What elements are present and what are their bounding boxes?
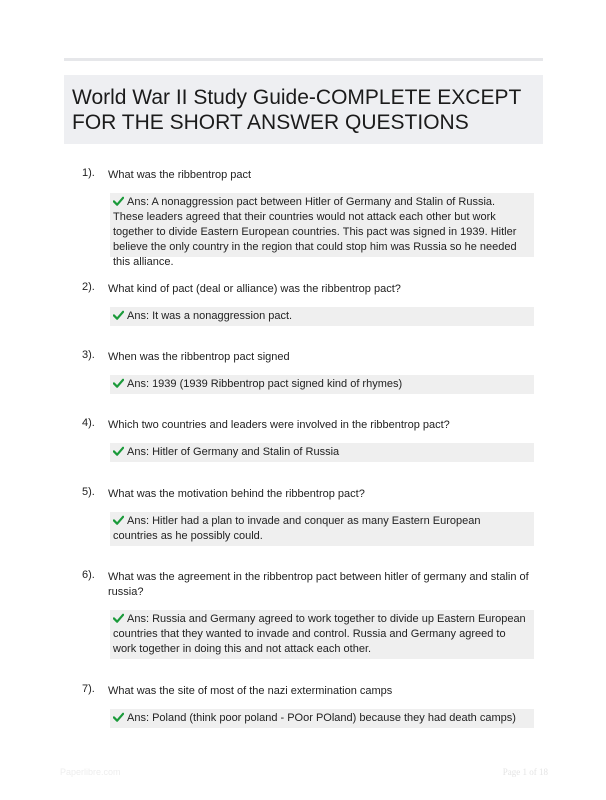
answer-text: Ans: Russia and Germany agreed to work together to divide up Eastern European countries that they wanted to invade and control. Russia and Germany agreed to work together in doing this and not attack each other. — [113, 613, 526, 655]
answer-text: Ans: Poland (think poor poland - POor POland) because they had death camps) — [127, 712, 516, 724]
question-text: What was the ribbentrop pact — [108, 169, 252, 181]
question-number: 2). — [82, 281, 95, 293]
answer-text: Ans: Hitler of Germany and Stalin of Russia — [127, 446, 340, 458]
answer-text: Ans: 1939 (1939 Ribbentrop pact signed kind of rhymes) — [127, 378, 403, 390]
question-text: What kind of pact (deal or alliance) was the ribbentrop pact? — [108, 283, 401, 295]
checkmark-icon — [113, 712, 124, 722]
top-divider — [64, 58, 543, 61]
question-number: 4). — [82, 417, 95, 429]
question-number: 3). — [82, 349, 95, 361]
checkmark-icon — [113, 378, 124, 388]
checkmark-icon — [113, 310, 124, 320]
question-number: 1). — [82, 167, 95, 179]
checkmark-icon — [113, 446, 124, 456]
question-text: What was the motivation behind the ribbentrop pact? — [108, 488, 365, 500]
answer-box — [110, 512, 534, 546]
page-title: World War II Study Guide-COMPLETE EXCEPT FOR THE SHORT ANSWER QUESTIONS — [72, 86, 521, 134]
title-banner — [64, 75, 543, 144]
answer-box — [110, 193, 534, 268]
answer-box — [110, 307, 534, 326]
answer-text: Ans: It was a nonaggression pact. — [127, 310, 293, 322]
question-text: What was the agreement in the ribbentrop pact between hitler of germany and stalin of russia? — [108, 571, 529, 598]
question-text: Which two countries and leaders were involved in the ribbentrop pact? — [108, 419, 450, 431]
answer-box — [110, 610, 534, 659]
question-number: 5). — [82, 486, 95, 498]
question-text: When was the ribbentrop pact signed — [108, 351, 290, 363]
checkmark-icon — [113, 515, 124, 525]
answer-text: Ans: Hitler had a plan to invade and conquer as many Eastern European countries as he possibly could. — [113, 515, 481, 542]
question-number: 6). — [82, 569, 95, 581]
checkmark-icon — [113, 613, 124, 623]
question-number: 7). — [82, 683, 95, 695]
question-text: What was the site of most of the nazi extermination camps — [108, 685, 393, 697]
page-number: Page 1 of 18 — [502, 767, 548, 777]
footer-watermark: Paperlibre.com — [60, 767, 121, 777]
answer-box — [110, 443, 534, 462]
answer-text: Ans: A nonaggression pact between Hitler of Germany and Stalin of Russia. These leaders agreed that their countries would not attack each other but work together to divide Eastern European countries. This pact was signed in 1939. Hitler believe the only country in the region that could stop him was Russia so he needed this alliance. — [113, 196, 517, 268]
answer-box — [110, 375, 534, 394]
answer-box — [110, 709, 534, 728]
checkmark-icon — [113, 196, 124, 206]
